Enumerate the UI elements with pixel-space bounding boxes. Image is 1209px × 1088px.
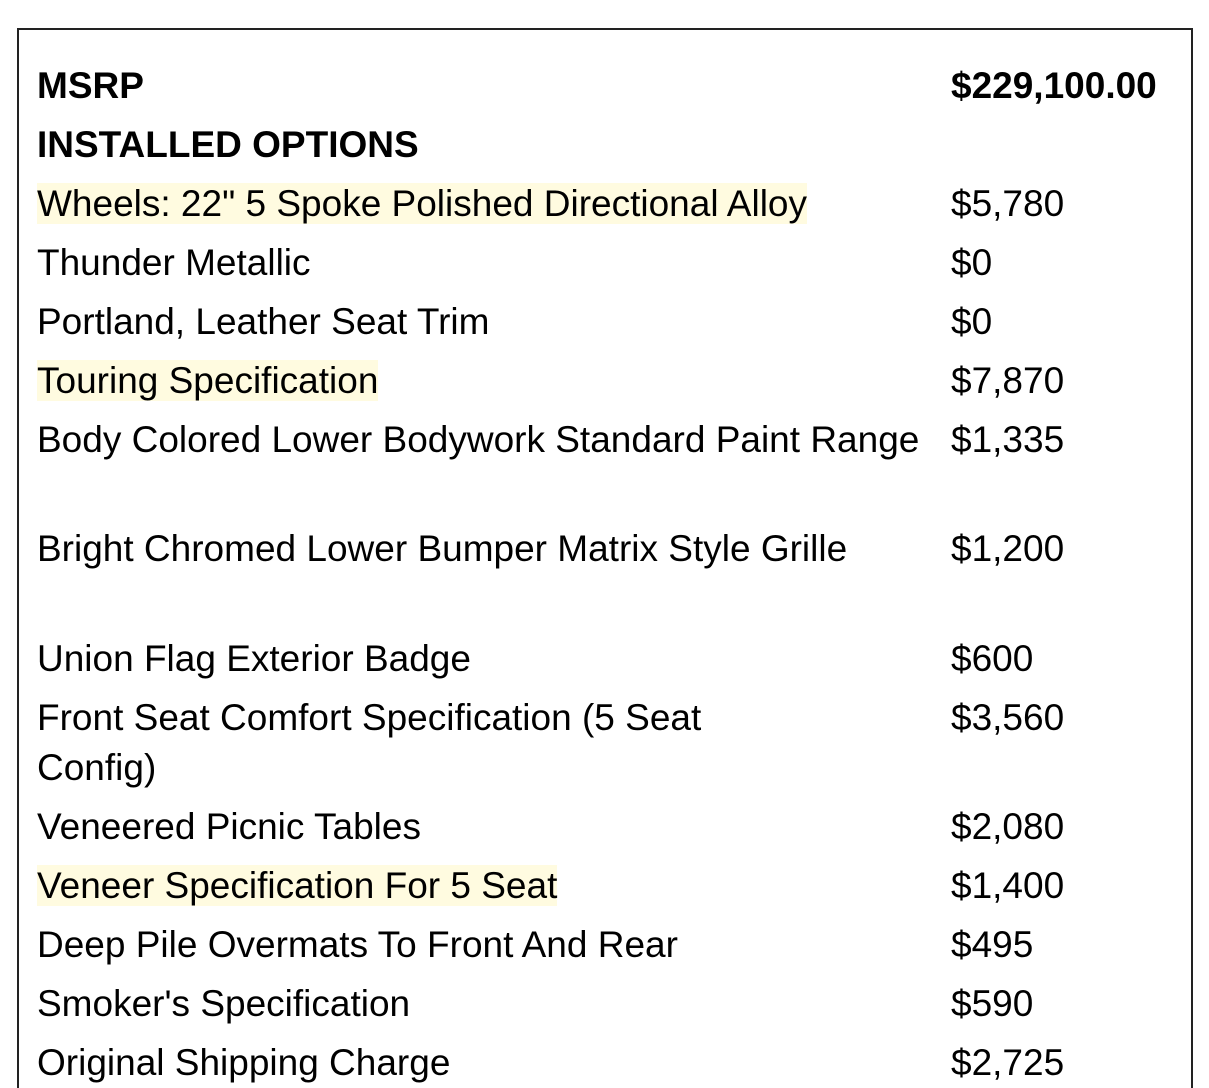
option-price: $1,335	[951, 419, 1065, 460]
option-name: Body Colored Lower Bodywork Standard Paint Range	[37, 419, 920, 460]
option-name	[37, 861, 927, 911]
option-name: Front Seat Comfort Specification (5 Seat Config)	[37, 697, 702, 788]
option-name: Original Shipping Charge	[37, 1042, 451, 1083]
installed-options-heading: INSTALLED OPTIONS	[37, 124, 419, 165]
window-sticker-panel	[17, 28, 1193, 1088]
option-price: $7,870	[951, 360, 1065, 401]
option-price: $0	[951, 301, 993, 342]
option-price: $600	[951, 638, 1034, 679]
option-name: Deep Pile Overmats To Front And Rear	[37, 924, 678, 965]
option-name: Bright Chromed Lower Bumper Matrix Style Grille	[37, 528, 848, 569]
option-price: $5,780	[951, 183, 1065, 224]
option-price: $2,725	[951, 1042, 1065, 1083]
option-price: $0	[951, 242, 993, 283]
option-name-text: Veneer Specification For 5 Seat	[37, 865, 558, 906]
msrp-value: $229,100.00	[951, 65, 1157, 106]
option-name-text: Touring Specification	[37, 360, 379, 401]
option-price: $2,080	[951, 806, 1065, 847]
option-price: $590	[951, 983, 1034, 1024]
option-name-text: Wheels: 22" 5 Spoke Polished Directional Alloy	[37, 183, 807, 224]
msrp-label: MSRP	[37, 65, 144, 106]
option-price: $1,200	[951, 528, 1065, 569]
option-price: $3,560	[951, 697, 1065, 738]
option-price: $495	[951, 924, 1034, 965]
option-name: Veneered Picnic Tables	[37, 806, 421, 847]
option-name: Smoker's Specification	[37, 983, 411, 1024]
option-name	[37, 356, 927, 406]
option-name: Portland, Leather Seat Trim	[37, 301, 490, 342]
option-name	[37, 179, 927, 229]
option-price: $1,400	[951, 865, 1065, 906]
option-name: Thunder Metallic	[37, 242, 311, 283]
option-name: Union Flag Exterior Badge	[37, 638, 471, 679]
